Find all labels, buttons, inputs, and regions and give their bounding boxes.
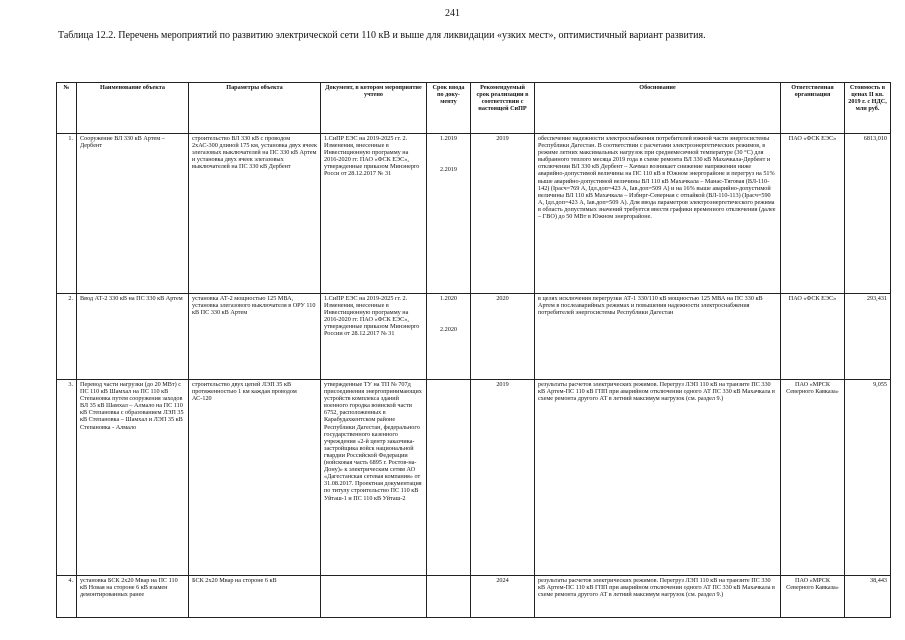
term-second: 2.2019 xyxy=(439,166,457,174)
table-header-row xyxy=(57,83,891,134)
object-params: установка АТ-2 мощностью 125 МВА, установка элегазового выключателя в ОРУ 110 кВ ПС 330 кВ Артем xyxy=(189,294,321,380)
row-number: 3. xyxy=(57,380,77,576)
object-name: Перевод части нагрузки (до 20 МВт) с ПС 110 кВ Шамхал на ПС 110 кВ Степановка путем сооружения заходов ВЛ 35 кВ Шамхал – Алмало на ПС 110 кВ Степановка с образованием ЛЭП 35 кВ Степановка – Шамхал и ЛЭП 35 кВ Степановка - Алмало xyxy=(77,380,189,576)
term-cell xyxy=(427,380,471,576)
document-cell: 1.СиПР ЕЭС на 2019-2025 гг. 2. Изменения, внесенные в Инвестиционную программу на 2016-2020 гг. ПАО «ФСК ЕЭС», утвержденные приказом Минэнерго России от 28.12.2017 № 31 xyxy=(321,294,427,380)
organization-cell: ПАО «ФСК ЕЭС» xyxy=(781,134,845,294)
basis-cell: результаты расчетов электрических режимов. Перегруз ЛЭП 110 кВ на транзите ПС 330 кВ Артем-ПС 110 кВ ГПП при аварийном отключении одного АТ ПС 330 кВ Махачкала в схеме ремонта другого АТ в летний максимум нагрузок (см. раздел 9.) xyxy=(535,380,781,576)
term-cell xyxy=(427,134,471,294)
header-name: Наименование объекта xyxy=(77,83,189,134)
recommended-term: 2019 xyxy=(471,380,535,576)
row-number: 4. xyxy=(57,576,77,618)
document-cell xyxy=(321,576,427,618)
organization-cell: ПАО «МРСК Северного Кавказа» xyxy=(781,380,845,576)
object-params: строительство ВЛ 330 кВ с проводом 2хАС-300 длиной 175 км, установка двух ячеек элегазовых выключателей на ПС 330 кВ Артем и установка двух ячеек элегазовых выключателей на ПС 330 кВ Дербент xyxy=(189,134,321,294)
object-name: Ввод АТ-2 330 кВ на ПС 330 кВ Артем xyxy=(77,294,189,380)
document-cell: утвержденные ТУ на ТП № 707д присоединения энергопринимающих устройств комплекса зданий военного городка воинской части 6752, расположенных в Карабудахкентском районе Республики Дагестан, федерального государственного казенного учреждения «2-й центр заказчика-застройщика войск национальной гвардии Российской Федерации (войсковая часть 6895 г. Ростов-на-Дону)» к электрическим сетям АО «Дагестанская сетевая компания» от 31.08.2017. Проектная документация по титулу строительство ПС 110 кВ Уйташ-1 и ПС 110 кВ Уйташ-2 xyxy=(321,380,427,576)
header-num: № xyxy=(57,83,77,134)
table-caption: Таблица 12.2. Перечень мероприятий по развитию электрической сети 110 кВ и выше для ликвидации «узких мест», оптимистичный вариант развития. xyxy=(58,30,706,41)
table-row xyxy=(57,576,891,618)
row-number: 2. xyxy=(57,294,77,380)
term-first: 1.2020 xyxy=(439,295,457,302)
basis-cell: в целях исключения перегрузки АТ-1 330/110 кВ мощностью 125 МВА на ПС 330 кВ Артем в послеаварийных режимах и повышения надежности электроснабжения потребителей энергосистемы Республики Дагестан xyxy=(535,294,781,380)
table-row xyxy=(57,134,891,294)
recommended-term: 2019 xyxy=(471,134,535,294)
cost-cell: 9,055 xyxy=(845,380,891,576)
object-name: установка БСК 2х20 Мвар на ПС 110 кВ Новая на стороне 6 кВ взамен демонтированных ранее xyxy=(77,576,189,618)
row-number: 1. xyxy=(57,134,77,294)
term-first: 1.2019 xyxy=(439,135,457,142)
recommended-term: 2020 xyxy=(471,294,535,380)
page-number: 241 xyxy=(445,8,460,19)
basis-cell: обеспечение надежности электроснабжения потребителей южной части энергосистемы Республики Дагестан. В соответствии с расчетами электроэнергетических режимов, в режиме летних максимальных нагрузок при среднемесячной температуре (30 °С) для выбранного теплого месяца 2019 года в схеме ремонта ВЛ 330 кВ Махачкала-Дербент и отключении ВЛ 330 кВ Дербент – Хачмаз возникает снижение напряжения ниже аварийно-допустимой величины на ПС 110 кВ в Южном энергорайоне и перегруз на 51% выше аварийно-допустимой величины ВЛ 110 кВ Махачкала – Манас-Тяговая (ВЛ-110-142) (Iрасч=769 А, Iдл.доп=423 А, Iав.доп=509 А) и на 16% выше аварийно-допустимой величины ВЛ 110 кВ Махачкала – Избирг-Северная с отпайкой (ВЛ-110-113) (Iрасч=590 А, Iдл.доп=423 А, Iав.доп=509 А). Для ввода параметров электроэнергетического режима в область допустимых значений требуется ввести графики временного отключения (далее – ГВО) до 50 МВт в Южном энергорайоне. xyxy=(535,134,781,294)
header-recommended: Рекомендуемый срок реализации в соответствии с настоящей СиПР xyxy=(471,83,535,134)
organization-cell: ПАО «МРСК Северного Кавказа» xyxy=(781,576,845,618)
header-basis: Обоснование xyxy=(535,83,781,134)
term-second: 2.2020 xyxy=(439,326,457,334)
header-document: Документ, в котором мероприятие учтено xyxy=(321,83,427,134)
header-term: Срок ввода по доку-менту xyxy=(427,83,471,134)
cost-cell: 6813,010 xyxy=(845,134,891,294)
header-organization: Ответственная организация xyxy=(781,83,845,134)
basis-cell: результаты расчетов электрических режимов. Перегруз ЛЭП 110 кВ на транзите ПС 330 кВ Артем-ПС 110 кВ ГПП при аварийном отключении одного АТ ПС 330 кВ Махачкала в схеме ремонта другого АТ в летний максимум нагрузок (см. раздел 9.) xyxy=(535,576,781,618)
term-cell xyxy=(427,294,471,380)
object-name: Сооружение ВЛ 330 кВ Артем – Дербент xyxy=(77,134,189,294)
recommended-term: 2024 xyxy=(471,576,535,618)
measures-table xyxy=(56,82,891,618)
header-cost: Стоимость в ценах II кв. 2019 г. с НДС, млн руб. xyxy=(845,83,891,134)
table-row xyxy=(57,380,891,576)
document-cell: 1.СиПР ЕЭС на 2019-2025 гг. 2. Изменения, внесенные в Инвестиционную программу на 2016-2020 гг. ПАО «ФСК ЕЭС», утвержденные приказом Минэнерго Росси от 28.12.2017 № 31 xyxy=(321,134,427,294)
cost-cell: 38,443 xyxy=(845,576,891,618)
term-cell xyxy=(427,576,471,618)
cost-cell: 293,431 xyxy=(845,294,891,380)
object-params: строительство двух цепей ЛЭП 35 кВ протяженностью 1 км каждая проводом АС-120 xyxy=(189,380,321,576)
organization-cell: ПАО «ФСК ЕЭС» xyxy=(781,294,845,380)
object-params: БСК 2х20 Мвар на стороне 6 кВ xyxy=(189,576,321,618)
header-params: Параметры объекта xyxy=(189,83,321,134)
table-row xyxy=(57,294,891,380)
